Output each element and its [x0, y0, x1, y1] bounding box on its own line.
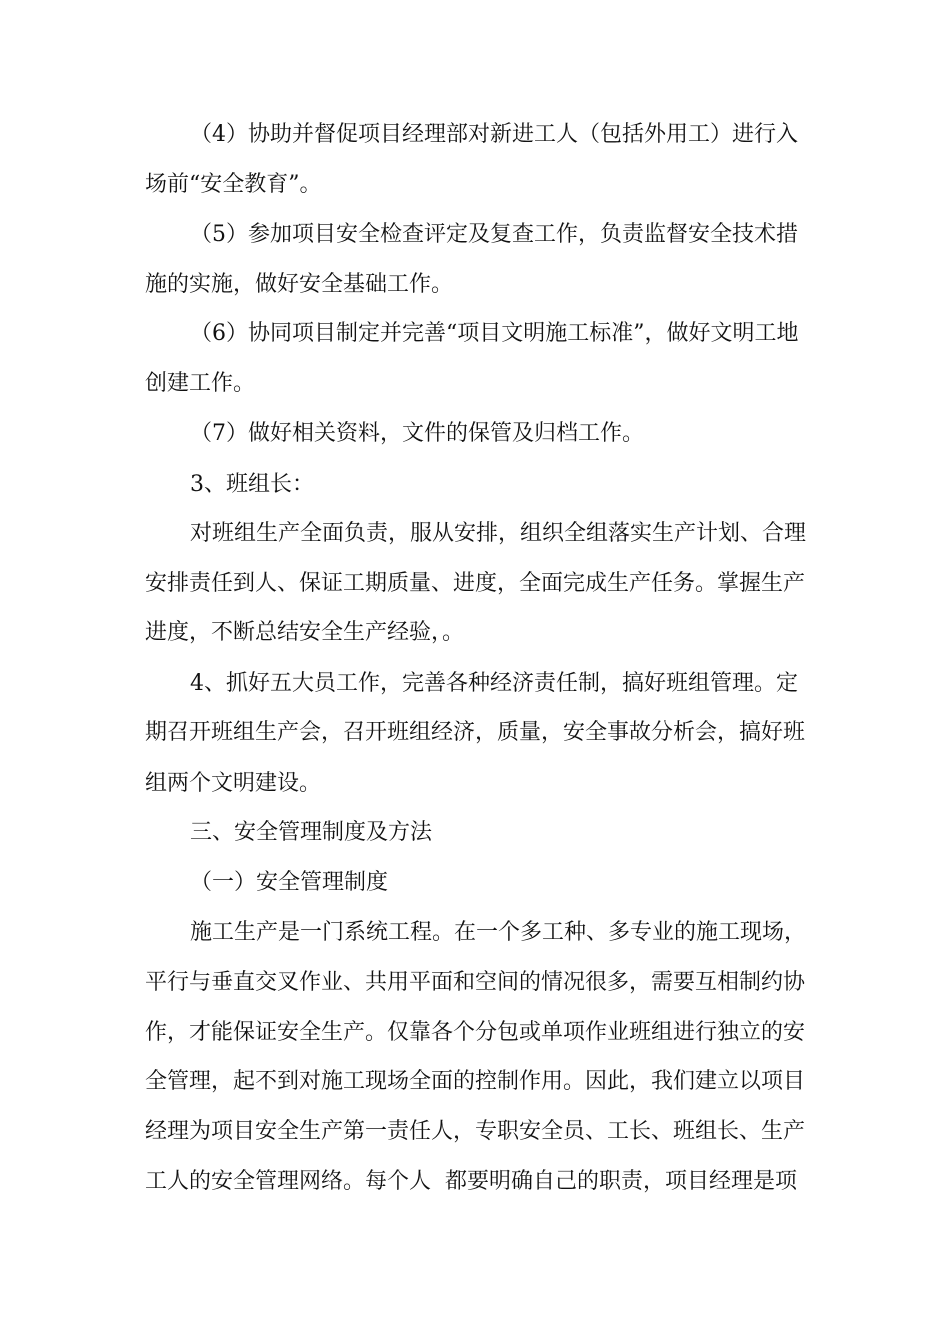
paragraph-7-line-1: （7）做好相关资料，文件的保管及归档工作。 [190, 421, 644, 446]
paragraph-5-line-1: （5）参加项目安全检查评定及复查工作，负责监督安全技术措 [190, 222, 798, 247]
section-heading-safety-management: 三、安全管理制度及方法 [190, 820, 433, 845]
paragraph-item4-line-1: 4、抓好五大员工作，完善各种经济责任制，搞好班组管理。定 [190, 671, 798, 696]
paragraph-5-line-2: 施的实施，做好安全基础工作。 [145, 272, 454, 297]
paragraph-4-line-1: （4）协助并督促项目经理部对新进工人（包括外用工）进行入 [190, 122, 798, 147]
paragraph-banzuzhang-line-2: 安排责任到人、保证工期质量、进度，全面完成生产任务。掌握生产 [145, 571, 806, 596]
paragraph-6-line-1: （6）协同项目制定并完善“项目文明施工标准”，做好文明工地 [190, 321, 799, 346]
paragraph-body-line-1: 施工生产是一门系统工程。在一个多工种、多专业的施工现场， [190, 920, 807, 945]
paragraph-item4-line-3: 组两个文明建设。 [145, 771, 322, 796]
paragraph-body-line-6: 工人的安全管理网络。每个人 都要明确自己的职责，项目经理是项 [145, 1169, 797, 1194]
paragraph-body-line-4: 全管理，起不到对施工现场全面的控制作用。因此，我们建立以项目 [145, 1069, 806, 1094]
paragraph-body-line-2: 平行与垂直交叉作业、共用平面和空间的情况很多，需要互相制约协 [145, 970, 806, 995]
paragraph-item4-line-2: 期召开班组生产会，召开班组经济，质量，安全事故分析会，搞好班 [145, 720, 806, 745]
paragraph-banzuzhang-line-3: 进度，不断总结安全生产经验，。 [145, 620, 465, 645]
paragraph-4-line-2: 场前“安全教育”。 [145, 172, 322, 197]
paragraph-banzuzhang-line-1: 对班组生产全面负责，服从安排，组织全组落实生产计划、合理 [190, 521, 807, 546]
paragraph-6-line-2: 创建工作。 [145, 371, 256, 396]
paragraph-body-line-3: 作，才能保证安全生产。仅靠各个分包或单项作业班组进行独立的安 [145, 1020, 806, 1045]
subsection-heading-safety-system: （一）安全管理制度 [190, 870, 389, 895]
paragraph-body-line-5: 经理为项目安全生产第一责任人，专职安全员、工长、班组长、生产 [145, 1119, 806, 1144]
heading-banzuzhang: 3、班组长： [190, 472, 314, 497]
